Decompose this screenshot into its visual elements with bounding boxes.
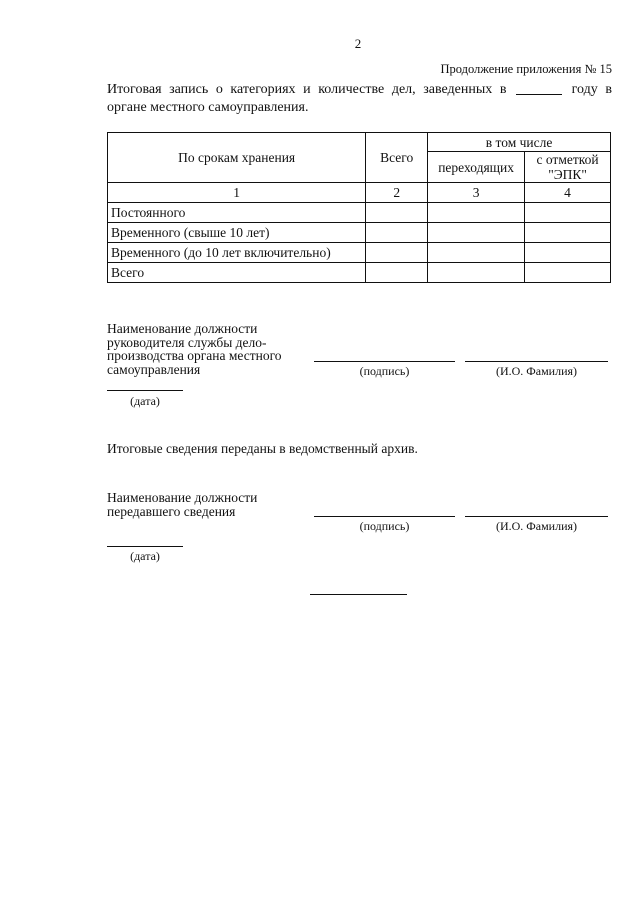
name-caption-1: (И.О. Фамилия) [495, 364, 578, 378]
table-cell [525, 223, 611, 243]
row-label: Временного (до 10 лет включительно) [108, 243, 366, 263]
label-line: руководителя службы дело- [107, 334, 267, 350]
label-line: производства органа местного [107, 348, 282, 363]
table-row [108, 223, 611, 243]
intro-word: и [303, 82, 311, 97]
signature-caption-1: (подпись) [359, 364, 410, 378]
table-row [108, 203, 611, 223]
table-cell [525, 243, 611, 263]
column-number: 2 [366, 183, 428, 203]
header-storage-period: По срокам хранения [108, 133, 366, 183]
date-caption-1: (дата) [130, 394, 160, 408]
intro-word: году [571, 82, 598, 97]
column-number: 1 [108, 183, 366, 203]
intro-word: в [605, 82, 612, 97]
name-line-1 [465, 361, 608, 362]
table-cell [525, 203, 611, 223]
table-row [108, 243, 611, 263]
intro-word: категориях [230, 82, 296, 97]
table-cell [525, 263, 611, 283]
header-total: Всего [366, 133, 428, 183]
page-number: 2 [354, 36, 362, 51]
signature-line-2 [314, 516, 455, 517]
intro-line-2: органе местного самоуправления. [107, 100, 309, 115]
intro-word: заведенных [423, 82, 493, 97]
year-blank-line [516, 81, 562, 95]
position-title-label-1 [107, 322, 282, 376]
intro-word: Итоговая [107, 82, 162, 97]
position-title-label-2 [107, 491, 257, 518]
appendix-note: Продолжение приложения № 15 [440, 62, 612, 76]
column-number: 4 [525, 183, 611, 203]
name-caption-2: (И.О. Фамилия) [495, 519, 578, 533]
table-cell [428, 263, 525, 283]
date-line-1 [107, 390, 183, 391]
row-label: Всего [108, 263, 366, 283]
transfer-statement: Итоговые сведения переданы в ведомственный архив. [107, 441, 418, 456]
intro-word: о [215, 82, 223, 97]
table-cell [366, 263, 428, 283]
date-line-2 [107, 546, 183, 547]
label-line: передавшего сведения [107, 503, 236, 519]
table-cell [428, 243, 525, 263]
label-line: Наименование должности [107, 321, 258, 336]
summary-table [107, 132, 611, 283]
intro-word: дел, [391, 82, 416, 97]
intro-word: запись [169, 82, 209, 97]
table-cell [366, 223, 428, 243]
intro-paragraph [107, 81, 612, 117]
intro-word: в [499, 82, 507, 97]
intro-line-1 [107, 81, 612, 99]
label-line: Наименование должности [107, 490, 258, 505]
header-transferring: переходящих [428, 152, 525, 183]
name-line-2 [465, 516, 608, 517]
signature-caption-2: (подпись) [359, 519, 410, 533]
table-cell [366, 203, 428, 223]
row-label: Постоянного [108, 203, 366, 223]
table-cell [428, 203, 525, 223]
row-label: Временного (свыше 10 лет) [108, 223, 366, 243]
column-number: 3 [428, 183, 525, 203]
intro-word: количестве [318, 82, 385, 97]
closing-separator [310, 594, 407, 595]
header-epk: с отметкой "ЭПК" [525, 152, 611, 183]
table-row [108, 263, 611, 283]
table-cell [428, 223, 525, 243]
date-caption-2: (дата) [130, 549, 160, 563]
header-including: в том числе [428, 133, 611, 152]
label-line: самоуправления [107, 361, 201, 377]
signature-line-1 [314, 361, 455, 362]
table-cell [366, 243, 428, 263]
